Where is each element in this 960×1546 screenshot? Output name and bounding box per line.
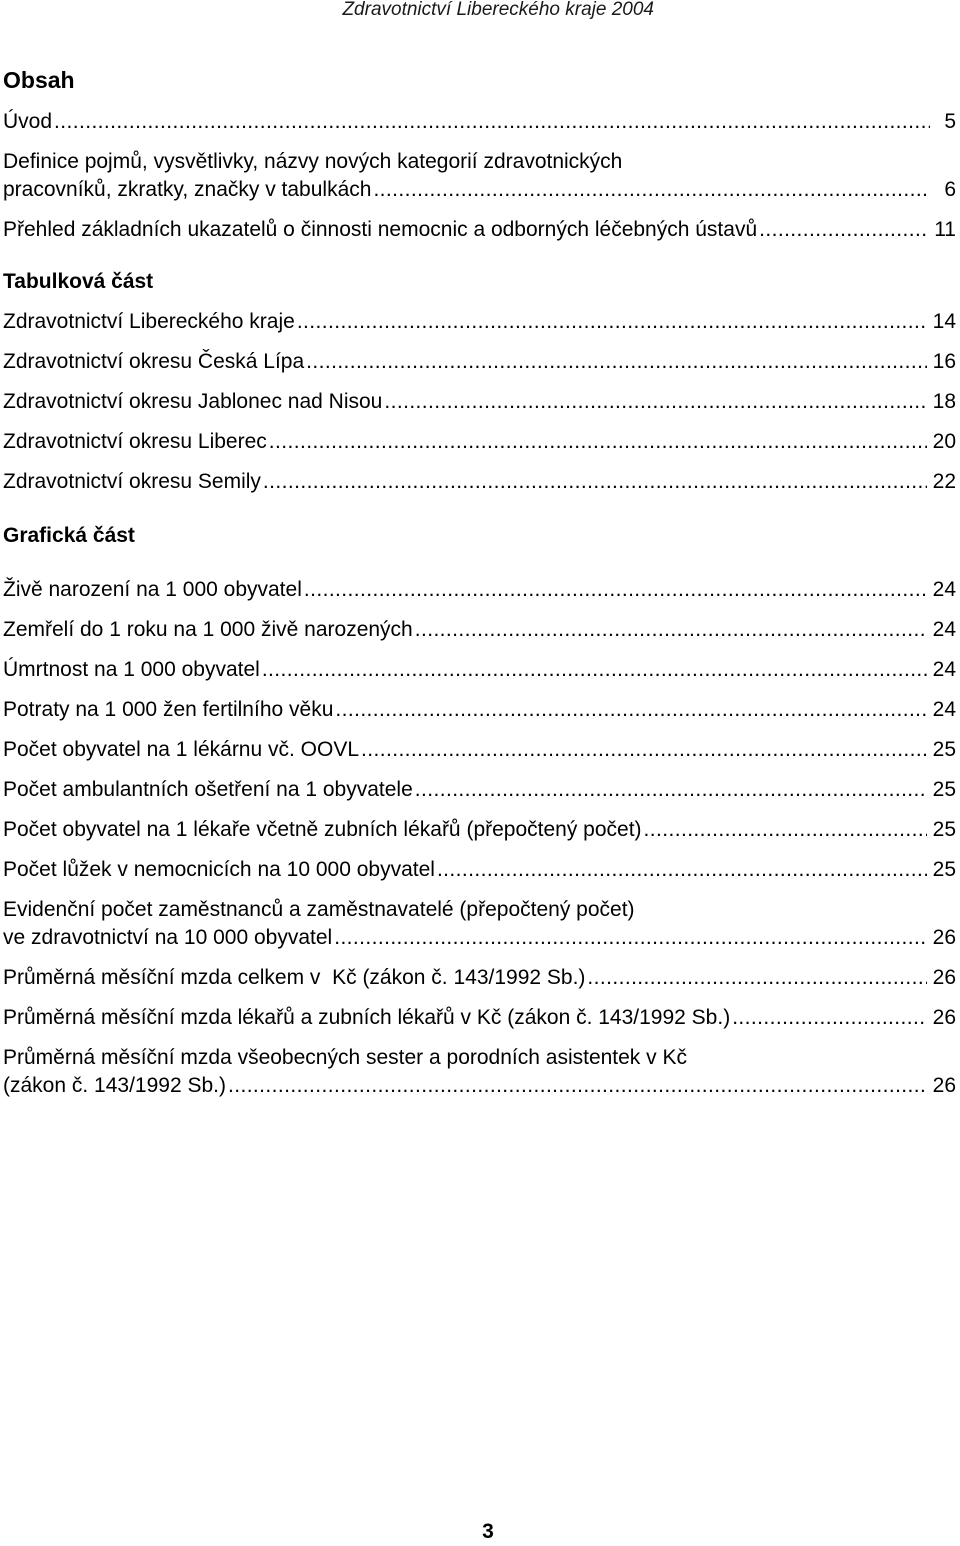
dot-leader xyxy=(361,736,927,764)
toc-entry-page: 25 xyxy=(932,738,956,761)
dot-leader xyxy=(263,468,927,496)
dot-leader xyxy=(644,816,927,844)
toc-entry-title: Průměrná měsíční mzda celkem v Kč (zákon č. 143/1992 Sb.) xyxy=(3,966,586,989)
toc-entry-page: 6 xyxy=(944,178,956,201)
section-heading-graphs: Grafická část xyxy=(3,524,135,547)
toc-entry-title-line: pracovníků, zkratky, značky v tabulkách xyxy=(3,178,372,201)
toc-entry-title: Zdravotnictví okresu Liberec xyxy=(3,430,267,453)
dot-leader xyxy=(759,216,928,244)
dot-leader xyxy=(373,176,930,204)
toc-entry-title: Průměrná měsíční mzda lékařů a zubních lékařů v Kč (zákon č. 143/1992 Sb.) xyxy=(3,1006,731,1029)
dot-leader xyxy=(306,348,927,376)
dot-leader xyxy=(297,308,927,336)
toc-entry-title: Zdravotnictví okresu Semily xyxy=(3,470,261,493)
toc-entry-title: Počet lůžek v nemocnicích na 10 000 obyvatel xyxy=(3,858,435,881)
toc-entry-page: 24 xyxy=(932,578,956,601)
toc-entry-title: Úvod xyxy=(3,110,53,133)
toc-entry-page: 20 xyxy=(932,430,956,453)
toc-entry-page: 26 xyxy=(932,926,956,949)
dot-leader xyxy=(732,1004,926,1032)
toc-entry-title-line: (zákon č. 143/1992 Sb.) xyxy=(3,1074,226,1097)
toc-entry-page: 25 xyxy=(932,818,956,841)
toc-entry-title: Zdravotnictví Libereckého kraje xyxy=(3,310,295,333)
dot-leader xyxy=(269,428,927,456)
toc-entry-title: Potraty na 1 000 žen fertilního věku xyxy=(3,698,334,721)
dot-leader xyxy=(587,964,926,992)
page-number: 3 xyxy=(482,1520,494,1543)
running-header: Zdravotnictví Libereckého kraje 2004 xyxy=(342,0,654,20)
toc-entry-page: 24 xyxy=(932,698,956,721)
dot-leader xyxy=(334,924,926,952)
toc-entry-page: 25 xyxy=(932,858,956,881)
toc-entry-title-line: Definice pojmů, vysvětlivky, názvy nových kategorií zdravotnických xyxy=(3,150,623,173)
toc-entry-page: 24 xyxy=(932,658,956,681)
dot-leader xyxy=(437,856,927,884)
toc-title: Obsah xyxy=(3,67,75,93)
dot-leader xyxy=(384,388,926,416)
dot-leader xyxy=(415,776,927,804)
toc-entry-page: 22 xyxy=(932,470,956,493)
toc-entry-page: 11 xyxy=(934,218,956,241)
toc-entry-page: 26 xyxy=(932,1006,956,1029)
toc-entry-title: Zemřelí do 1 roku na 1 000 živě narozených xyxy=(3,618,413,641)
dot-leader xyxy=(54,108,930,136)
toc-entry-title-line: ve zdravotnictví na 10 000 obyvatel xyxy=(3,926,333,949)
toc-entry-title: Počet ambulantních ošetření na 1 obyvatele xyxy=(3,778,413,801)
toc-entry-page: 26 xyxy=(932,1074,956,1097)
toc-entry-page: 25 xyxy=(932,778,956,801)
toc-entry-title: Zdravotnictví okresu Jablonec nad Nisou xyxy=(3,390,383,413)
dot-leader xyxy=(262,656,927,684)
toc-entry-title-line: Průměrná měsíční mzda všeobecných sester a porodních asistentek v Kč xyxy=(3,1046,687,1069)
dot-leader xyxy=(335,696,926,724)
dot-leader xyxy=(415,616,927,644)
toc-entry-title: Zdravotnictví okresu Česká Lípa xyxy=(3,350,305,373)
toc-entry-page: 14 xyxy=(932,310,956,333)
toc-entry-title: Živě narození na 1 000 obyvatel xyxy=(3,578,302,601)
toc-entry-title: Počet obyvatel na 1 lékaře včetně zubních lékařů (přepočtený počet) xyxy=(3,818,642,841)
toc-entry-page: 5 xyxy=(944,110,956,133)
toc-entry-page: 16 xyxy=(932,350,956,373)
toc-entry-title: Přehled základních ukazatelů o činnosti nemocnic a odborných léčebných ústavů xyxy=(3,218,758,241)
toc-entry-page: 18 xyxy=(932,390,956,413)
toc-entry-page: 24 xyxy=(932,618,956,641)
toc-entry-page: 26 xyxy=(932,966,956,989)
toc-entry-title: Úmrtnost na 1 000 obyvatel xyxy=(3,658,260,681)
dot-leader xyxy=(228,1072,927,1100)
toc-entry-title-line: Evidenční počet zaměstnanců a zaměstnavatelé (přepočtený počet) xyxy=(3,898,635,921)
section-heading-tables: Tabulková část xyxy=(3,270,154,293)
toc-entry-title: Počet obyvatel na 1 lékárnu vč. OOVL xyxy=(3,738,360,761)
dot-leader xyxy=(304,576,927,604)
